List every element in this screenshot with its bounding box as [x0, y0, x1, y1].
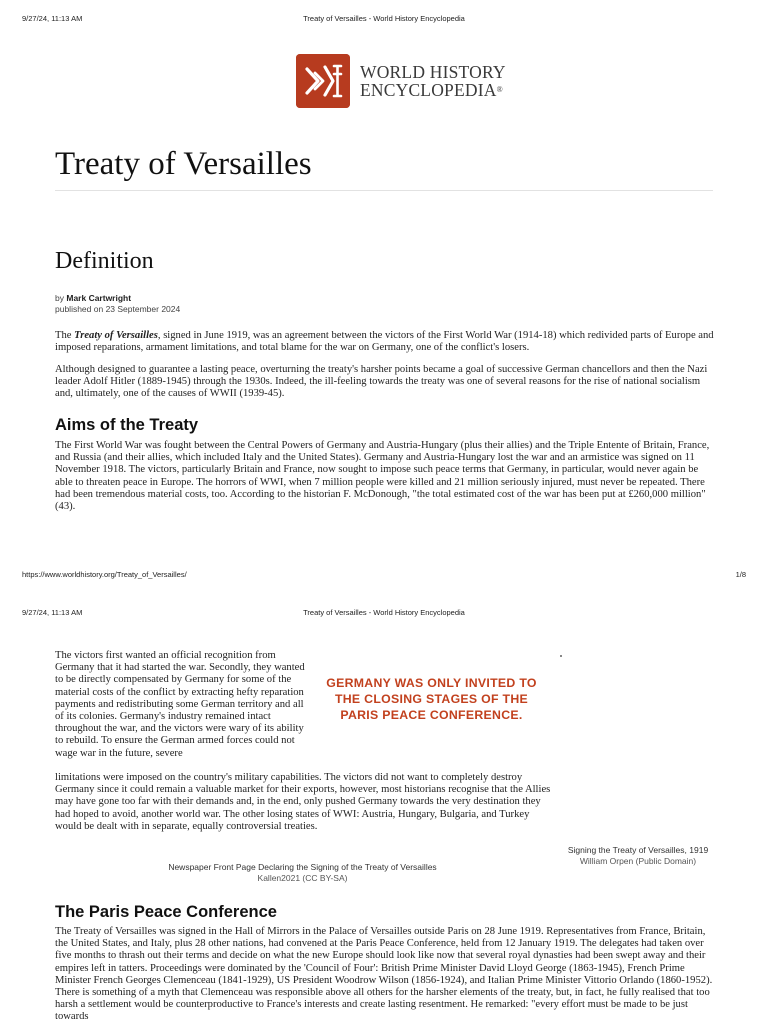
title-divider [55, 190, 713, 191]
heading-paris-peace-conference: The Paris Peace Conference [55, 903, 277, 921]
by-label: by [55, 293, 64, 303]
victors-paragraph-top: The victors first wanted an official recognition from Germany that it had started the war. Secondly, they wanted to be directly compensated by Germany for some of the material costs of the conflict by extracting hefty reparation payments and redistributing some German territory and all of its colonies. Germany's industry remained intact throughout the war, and the victors were wary of its ability to rebuild. To ensure the German armed forces could not wage war in the future, severe [55, 650, 305, 759]
print-title: Treaty of Versailles - World History Encyclopedia [303, 608, 465, 617]
image-caption-newspaper [130, 862, 475, 884]
page-title: Treaty of Versailles [55, 146, 312, 182]
logo-text [360, 63, 506, 99]
heading-aims: Aims of the Treaty [55, 416, 199, 434]
logo-line2: ENCYCLOPEDIA® [360, 80, 503, 100]
site-logo[interactable] [296, 54, 506, 108]
caption-title: Signing the Treaty of Versailles, 1919 [567, 845, 709, 855]
treaty-term: Treaty of Versailles [74, 330, 158, 341]
victors-paragraph-bottom: limitations were imposed on the country's military capabilities. The victors did not want to completely destroy Germany since it could remain a valuable market for their exports, however, most historians recognise that the Allies may have gone too far with their demands and, in the end, only pushed Germany towards the very destination they had hoped to avoid, another world war. The other losing states of WWI: Austria, Hungary, Bulgaria, and Turkey would be dealt with in separate, equally controversial treaties. [55, 772, 551, 832]
print-page-number: 1/8 [735, 570, 746, 579]
author-link[interactable]: Mark Cartwright [66, 293, 132, 303]
intro-paragraph: The Treaty of Versailles, signed in June 1919, was an agreement between the victors of the First World War (1914-18) which redivided parts of Europe and imposed reparations, armament limitations, and total blame for the war on Germany, one of the conflict's losers. [55, 330, 714, 354]
logo-line1: WORLD HISTORY [360, 62, 506, 82]
published-date: published on 23 September 2024 [55, 304, 181, 314]
aims-paragraph: The First World War was fought between the Central Powers of Germany and Austria-Hungary (plus their allies) and the Triple Entente of Britain, France, and Russia (and their allies, which included Italy and the United States). Germany and Austria-Hungary lost the war and an armistice was signed on 11 November 1918. The victors, particularly Britain and France, now sought to impose such peace terms that Germany, in particular, would never again be able to threaten peace in Europe. The horrors of WWI, when 7 million people were killed and 21 million seriously injured, must never be repeated. There had been tremendous material costs, too. According to the historian F. McDonough, "the total estimated cost of the war has been put at £260,000 million" (43). [55, 440, 710, 513]
pull-quote: GERMANY WAS ONLY INVITED TO THE CLOSING STAGES OF THE PARIS PEACE CONFERENCE. [326, 676, 537, 722]
print-url: https://www.worldhistory.org/Treaty_of_Versailles/ [22, 570, 187, 579]
paragraph-2: Although designed to guarantee a lasting peace, overturning the treaty's harsher points became a goal of successive German chancellors and then the Nazi leader Adolf Hitler (1889-1945) through the 1930s. Indeed, the ill-feeling towards the treaty was one of several reasons for the rise of national socialism and, ultimately, one of the causes of WWII (1939-45). [55, 364, 708, 400]
image-caption-signing [553, 845, 723, 867]
byline [55, 293, 180, 315]
caption-credit[interactable]: Kallen2021 (CC BY-SA) [257, 873, 348, 883]
print-date: 9/27/24, 11:13 AM [22, 608, 83, 617]
caption-credit[interactable]: William Orpen (Public Domain) [579, 856, 697, 866]
paris-paragraph: The Treaty of Versailles was signed in the Hall of Mirrors in the Palace of Versailles outside Paris on 28 June 1919. Representatives from France, Britain, the United States, and Italy, plus 28 other nations, had convened at the Paris Peace Conference, held from 12 January 1919. The delegates had taken over five months to thrash out their terms and decide on what the new Europe should look like now that several royal dynasties had been swept away and their empires left in tatters. Proceedings were dominated by the 'Council of Four': British Prime Minister David Lloyd George (1863-1945), French Prime Minister French Georges Clemenceau (1841-1929), US President Woodrow Wilson (1856-1924), and Italian Prime Minister Vittorio Orlando (1860-1952). There is something of a myth that Clemenceau was responsible above all others for the harsher elements of the treaty, but, in fact, he fully realised that too harsh a settlement would be counterproductive to France's interests and create lasting resentment. He remarked: "every effort must be made to be just towards [55, 926, 713, 1023]
logo-mark-icon [296, 54, 350, 108]
image-placeholder-marker [560, 655, 562, 657]
print-title: Treaty of Versailles - World History Encyclopedia [303, 14, 465, 23]
caption-title: Newspaper Front Page Declaring the Signing of the Treaty of Versailles [168, 862, 437, 872]
print-date: 9/27/24, 11:13 AM [22, 14, 83, 23]
section-heading-definition: Definition [55, 248, 154, 274]
